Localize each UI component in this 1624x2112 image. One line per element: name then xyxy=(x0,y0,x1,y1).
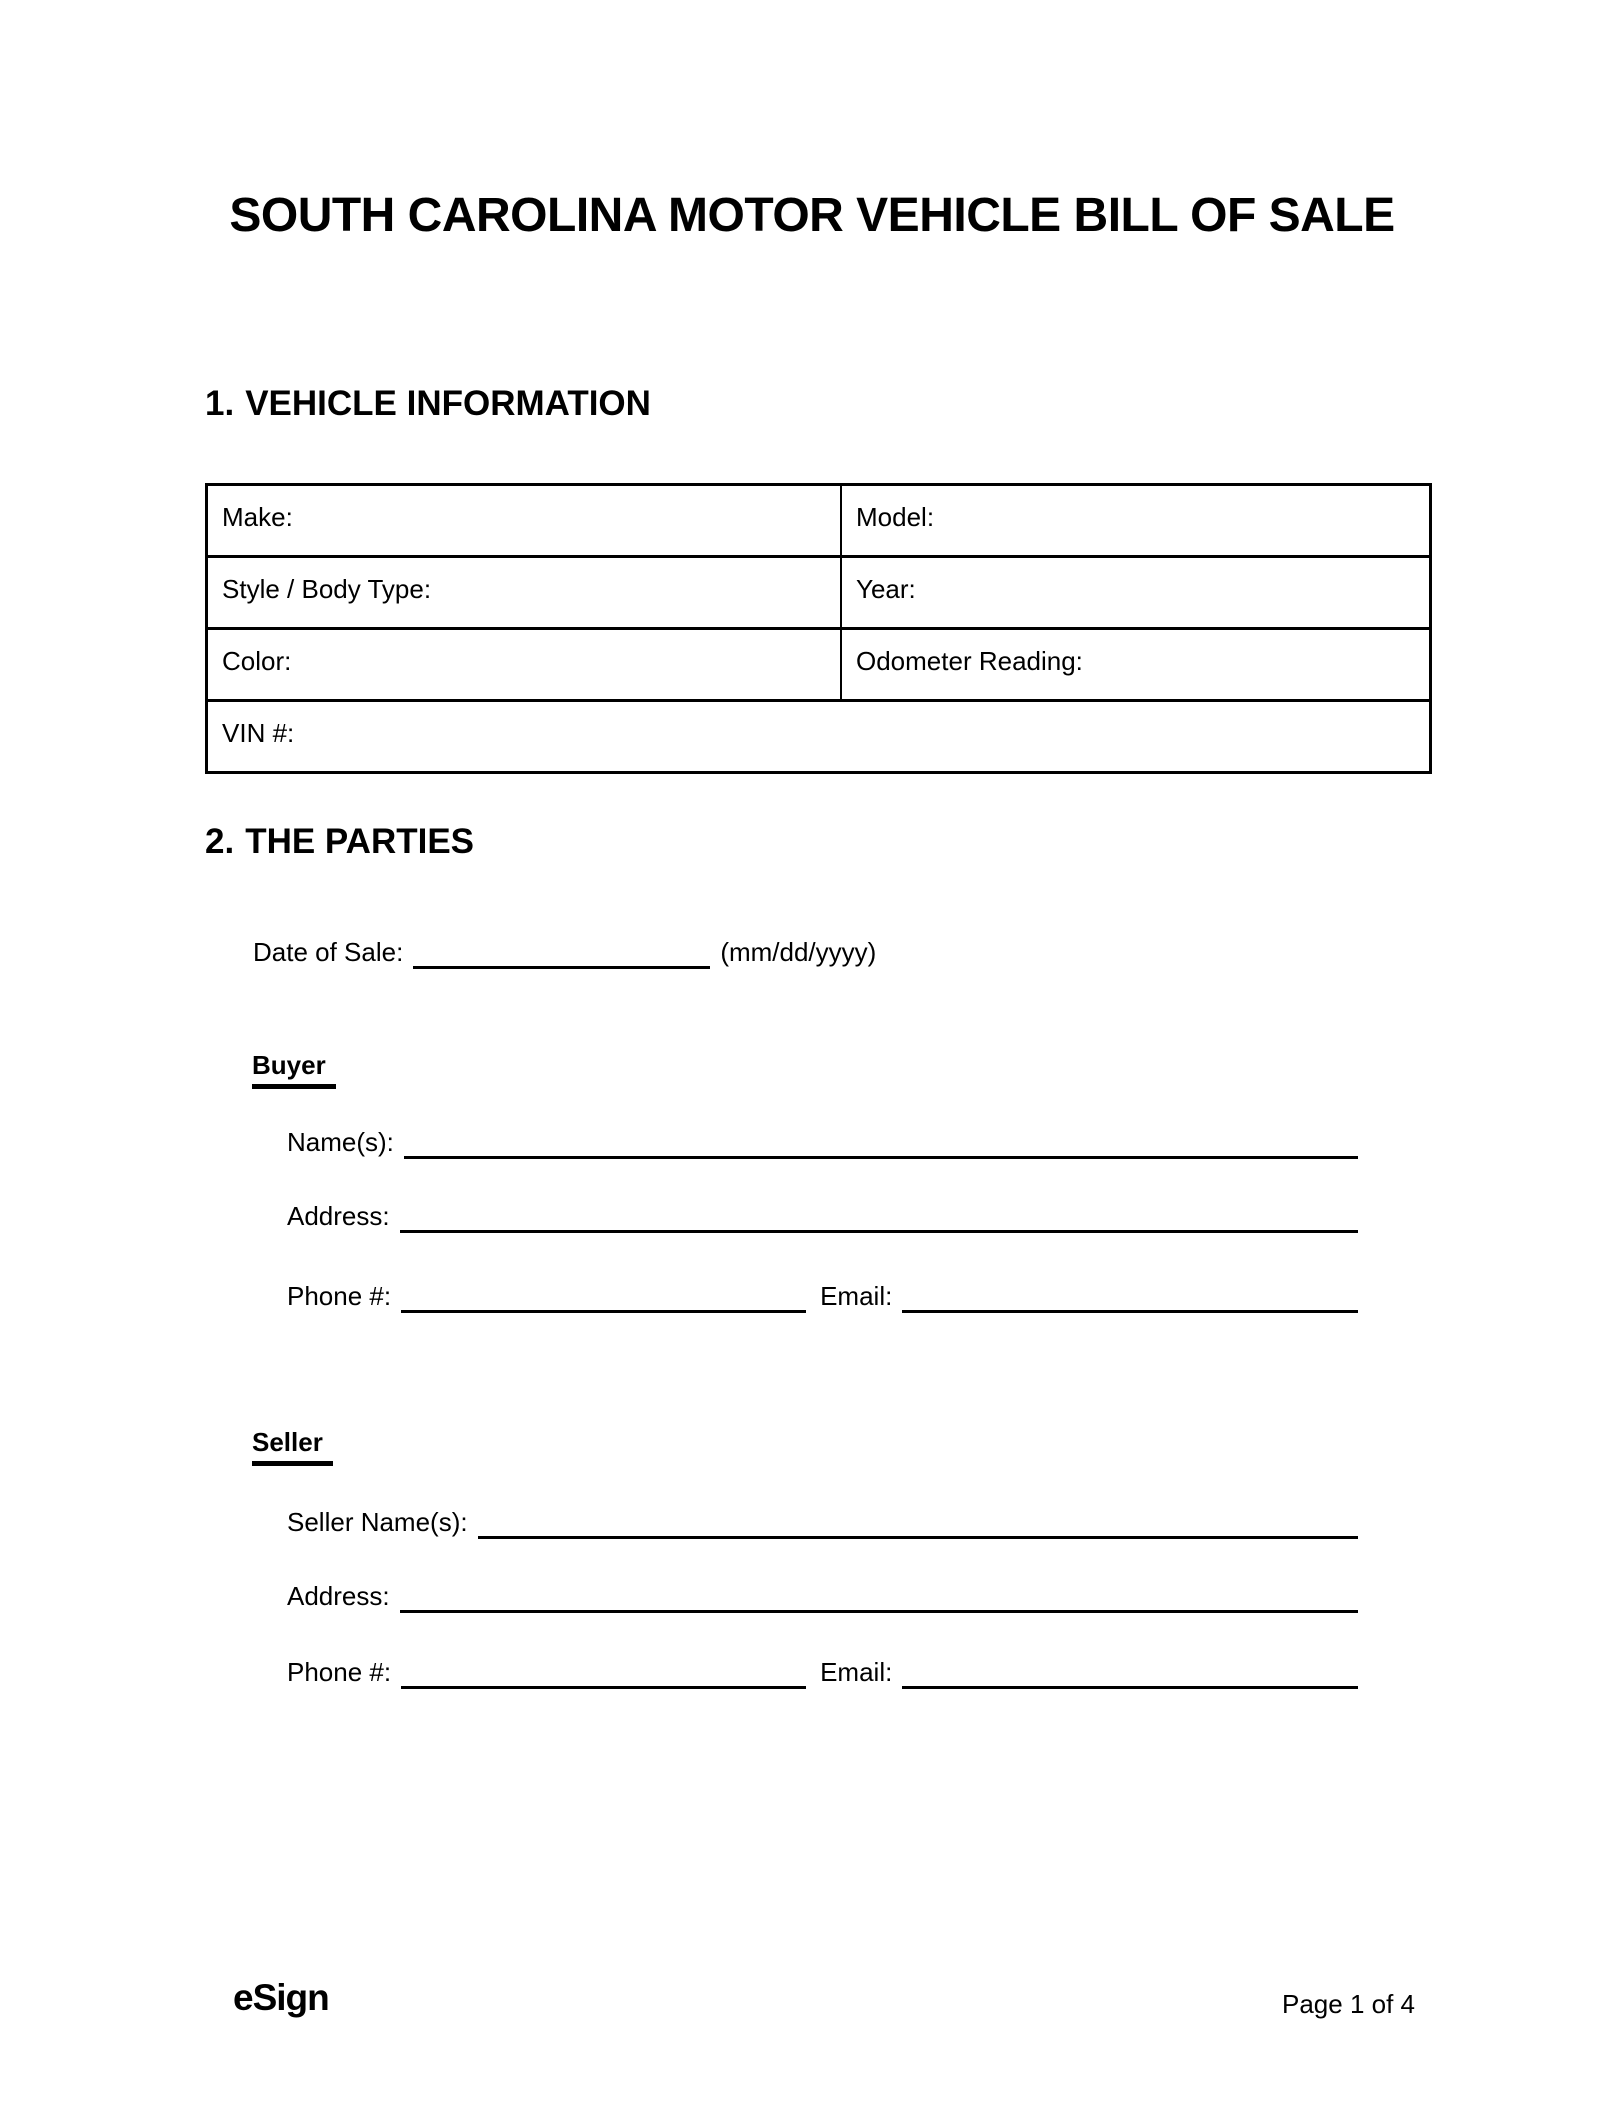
seller-address-input-line[interactable] xyxy=(400,1610,1358,1613)
buyer-phone-input-line[interactable] xyxy=(401,1310,806,1313)
vin-label: VIN #: xyxy=(222,718,295,748)
buyer-email-label: Email: xyxy=(820,1281,893,1311)
seller-email-input-line[interactable] xyxy=(902,1686,1358,1689)
year-label: Year: xyxy=(856,574,916,604)
style-body-type-field-cell[interactable] xyxy=(207,557,842,629)
date-of-sale-input-line[interactable] xyxy=(413,966,710,969)
seller-phone-email-row xyxy=(287,1658,1358,1688)
vehicle-info-table xyxy=(205,483,1432,774)
section-vehicle-information-heading xyxy=(205,385,651,424)
color-field-cell[interactable] xyxy=(207,629,842,701)
buyer-heading xyxy=(252,1051,336,1089)
table-row xyxy=(207,701,1431,773)
section-title: THE PARTIES xyxy=(245,822,475,861)
make-label: Make: xyxy=(222,502,293,532)
model-field-cell[interactable] xyxy=(841,485,1431,557)
buyer-address-input-line[interactable] xyxy=(400,1230,1358,1233)
buyer-address-label: Address: xyxy=(287,1201,390,1231)
section-title: VEHICLE INFORMATION xyxy=(245,384,651,423)
section-number: 1. xyxy=(205,384,235,423)
seller-heading-label: Seller xyxy=(252,1428,333,1466)
table-row xyxy=(207,557,1431,629)
table-row xyxy=(207,485,1431,557)
model-label: Model: xyxy=(856,502,935,532)
section-number: 2. xyxy=(205,822,235,861)
seller-name-label: Seller Name(s): xyxy=(287,1507,468,1537)
buyer-name-row xyxy=(287,1128,1358,1158)
buyer-name-input-line[interactable] xyxy=(404,1156,1358,1159)
odometer-reading-label: Odometer Reading: xyxy=(856,646,1083,676)
seller-address-row xyxy=(287,1582,1358,1612)
color-label: Color: xyxy=(222,646,292,676)
date-of-sale-label: Date of Sale: xyxy=(253,937,404,967)
date-format-hint: (mm/dd/yyyy) xyxy=(720,937,877,967)
buyer-address-row xyxy=(287,1202,1358,1232)
seller-name-row xyxy=(287,1508,1358,1538)
seller-address-label: Address: xyxy=(287,1581,390,1611)
odometer-field-cell[interactable] xyxy=(841,629,1431,701)
section-the-parties-heading xyxy=(205,823,474,862)
make-field-cell[interactable] xyxy=(207,485,842,557)
page-indicator: Page 1 of 4 xyxy=(1282,1989,1415,2019)
buyer-phone-label: Phone #: xyxy=(287,1281,392,1311)
vin-field-cell[interactable] xyxy=(207,701,1431,773)
buyer-name-label: Name(s): xyxy=(287,1127,394,1157)
style-body-type-label: Style / Body Type: xyxy=(222,574,432,604)
esign-logo: eSign xyxy=(233,1977,329,2018)
date-of-sale-row xyxy=(253,938,876,968)
year-field-cell[interactable] xyxy=(841,557,1431,629)
seller-phone-label: Phone #: xyxy=(287,1657,392,1687)
seller-phone-input-line[interactable] xyxy=(401,1686,806,1689)
buyer-phone-email-row xyxy=(287,1282,1358,1312)
document-title: SOUTH CAROLINA MOTOR VEHICLE BILL OF SALE xyxy=(229,189,1395,242)
seller-heading xyxy=(252,1428,333,1466)
seller-email-label: Email: xyxy=(820,1657,893,1687)
seller-name-input-line[interactable] xyxy=(478,1536,1358,1539)
buyer-email-input-line[interactable] xyxy=(902,1310,1358,1313)
table-row xyxy=(207,629,1431,701)
buyer-heading-label: Buyer xyxy=(252,1051,336,1089)
